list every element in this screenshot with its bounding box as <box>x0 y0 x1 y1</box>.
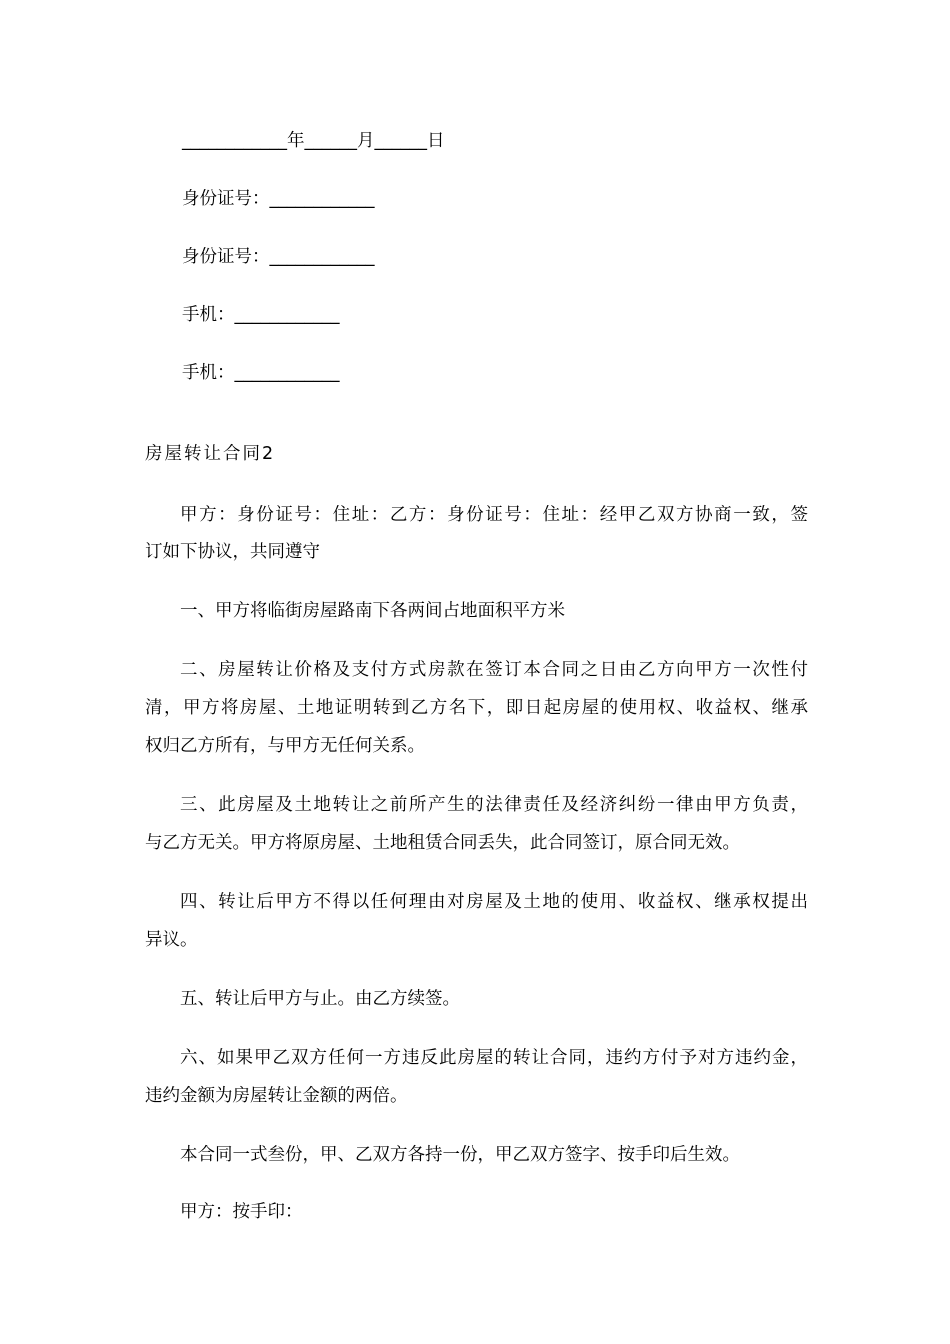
paragraph-line: 违约金额为房屋转让金额的两倍。 <box>145 1086 408 1106</box>
paragraph-line: 三、此房屋及土地转让之前所产生的法律责任及经济纠纷一律由甲方负责， <box>180 795 808 815</box>
paragraph-line: 甲方：按手印： <box>180 1202 303 1222</box>
paragraph-line: 本合同一式叁份，甲、乙双方各持一份，甲乙双方签字、按手印后生效。 <box>180 1145 740 1165</box>
paragraph-line: 五、转让后甲方与止。由乙方续签。 <box>180 989 460 1009</box>
paragraph-line: 订如下协议，共同遵守 <box>145 542 320 562</box>
paragraph-line: 权归乙方所有，与甲方无任何关系。 <box>145 736 425 756</box>
paragraph-line: 异议。 <box>145 930 198 950</box>
paragraph-line: 一、甲方将临街房屋路南下各两间占地面积平方米 <box>180 601 565 621</box>
section-title: 房屋转让合同2 <box>145 444 276 464</box>
phone-line: 手机：____________ <box>182 363 340 383</box>
paragraph-line: 四、转让后甲方不得以任何理由对房屋及土地的使用、收益权、继承权提出 <box>180 892 808 912</box>
paragraph-line: 清，甲方将房屋、土地证明转到乙方名下，即日起房屋的使用权、收益权、继承 <box>145 698 808 718</box>
paragraph-line: 六、如果甲乙双方任何一方违反此房屋的转让合同，违约方付予对方违约金， <box>180 1048 808 1068</box>
paragraph-line: 与乙方无关。甲方将原房屋、土地租赁合同丢失，此合同签订，原合同无效。 <box>145 833 740 853</box>
id-number-line: 身份证号：____________ <box>182 189 375 209</box>
paragraph-line: 甲方：身份证号：住址：乙方：身份证号：住址：经甲乙双方协商一致，签 <box>180 505 808 525</box>
paragraph-line: 二、房屋转让价格及支付方式房款在签订本合同之日由乙方向甲方一次性付 <box>180 660 808 680</box>
phone-line: 手机：____________ <box>182 305 340 325</box>
date-line: ____________年______月______日 <box>182 131 445 151</box>
id-number-line: 身份证号：____________ <box>182 247 375 267</box>
